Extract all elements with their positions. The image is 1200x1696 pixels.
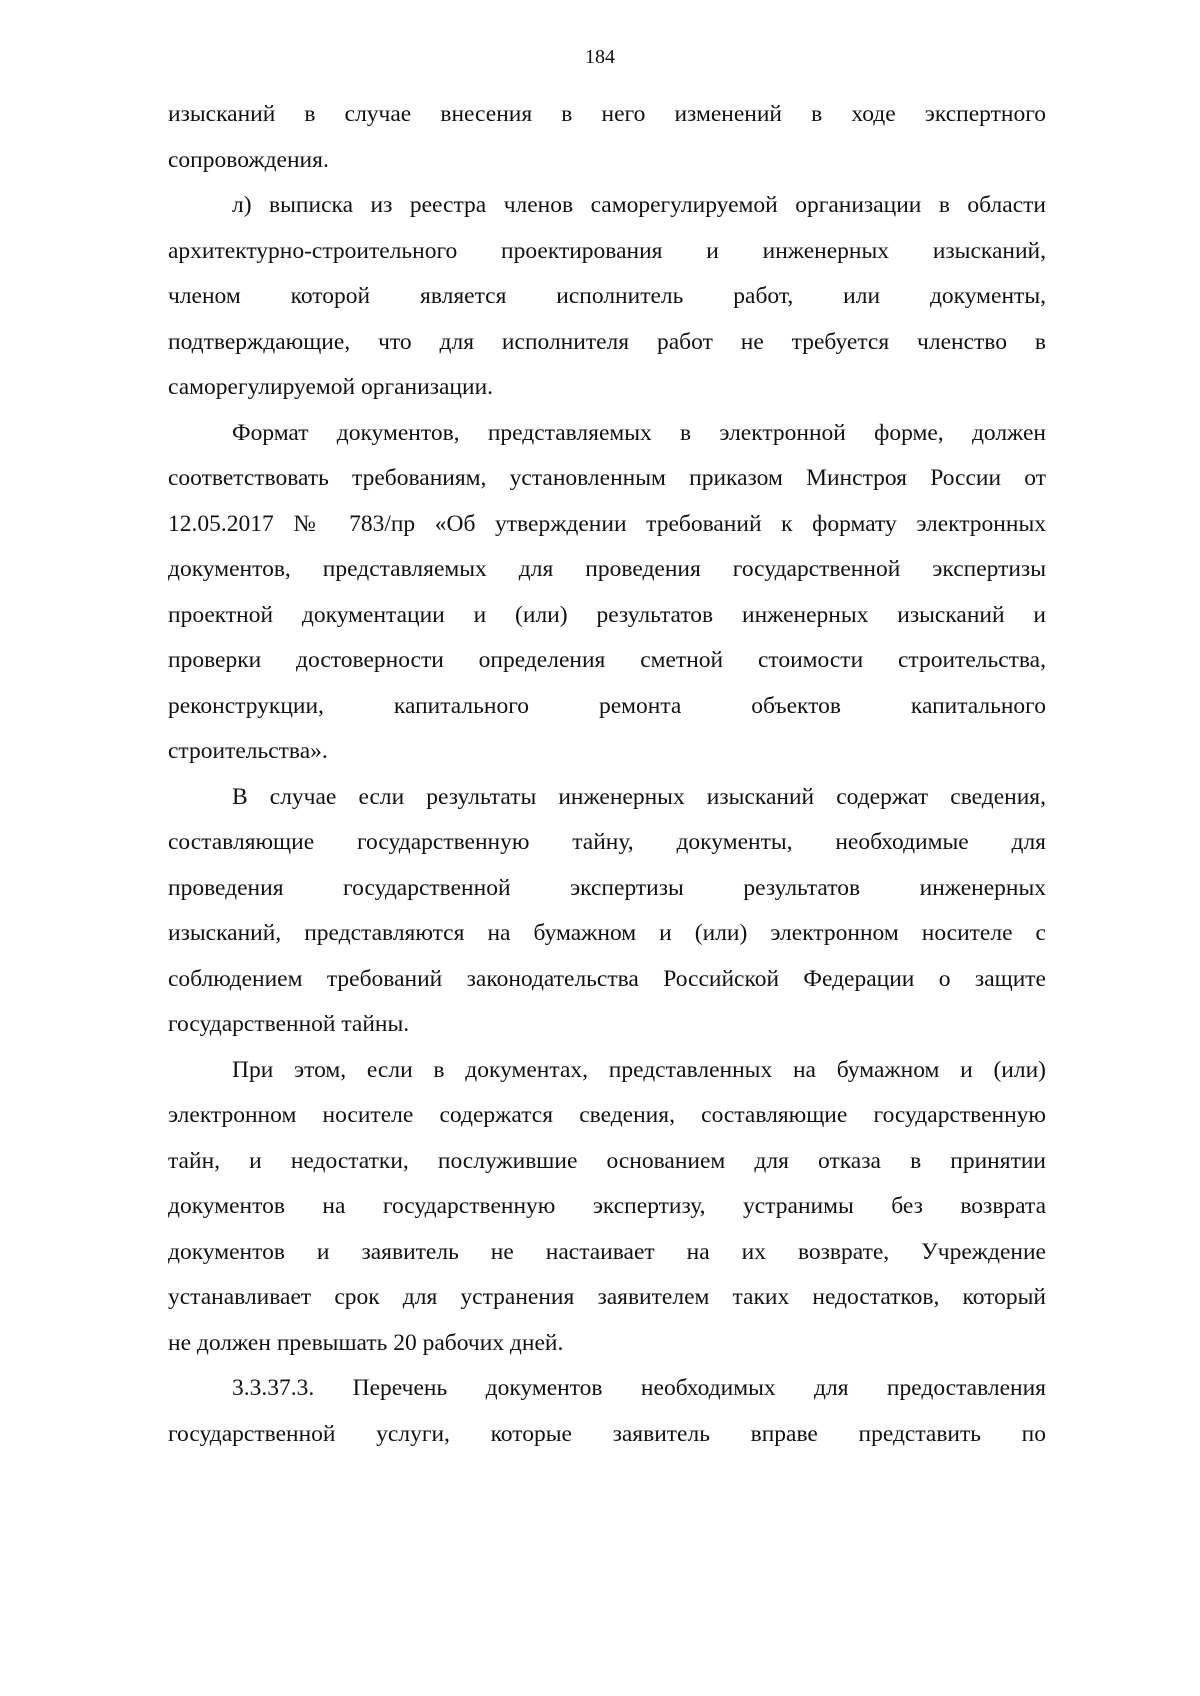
text-line: государственной услуги, которые заявитель вправе представить по [168,1420,1046,1447]
text-line: документов на государственную экспертизу, устранимы без возврата [168,1193,1046,1219]
text-line: При этом, если в документах, представленных на бумажном и (или) [232,1056,1046,1083]
text-line: реконструкции, капитального ремонта объектов капитального [168,692,1046,719]
page-number: 184 [585,46,615,68]
document-body [168,92,1046,1457]
text-line: 12.05.2017 № 783/пр «Об утверждении требований к формату электронных [168,510,1046,537]
paragraph [168,775,1046,1048]
text-line: л) выписка из реестра членов саморегулируемой организации в области [232,192,1046,218]
text-line: документов и заявитель не настаивает на их возврате, Учреждение [168,1238,1046,1265]
text-line: архитектурно-строительного проектирования и инженерных изысканий, [168,237,1046,264]
text-line: электронном носителе содержатся сведения, составляющие государственную [168,1102,1046,1128]
text-line: строительства». [168,738,328,764]
text-line: членом которой является исполнитель работ, или документы, [168,283,1046,309]
text-line: проектной документации и (или) результатов инженерных изысканий и [168,601,1046,628]
text-line: соответствовать требованиям, установленным приказом Минстроя России от [168,465,1046,491]
text-line: подтверждающие, что для исполнителя работ не требуется членство в [168,328,1046,355]
text-line: проведения государственной экспертизы результатов инженерных [168,874,1046,901]
paragraph [168,1366,1046,1457]
text-line: документов, представляемых для проведения государственной экспертизы [168,556,1046,582]
text-line: тайн, и недостатки, послужившие основанием для отказа в принятии [168,1147,1046,1174]
paragraph [168,1048,1046,1367]
text-line: саморегулируемой организации. [168,374,494,400]
text-line: проверки достоверности определения сметной стоимости строительства, [168,647,1046,673]
paragraph [168,92,1046,183]
text-line: 3.3.37.3. Перечень документов необходимых для предоставления [232,1375,1046,1401]
text-line: Формат документов, представляемых в электронной форме, должен [232,419,1046,446]
text-line: устанавливает срок для устранения заявителем таких недостатков, который [168,1284,1046,1310]
text-line: не должен превышать 20 рабочих дней. [168,1329,564,1356]
paragraph [168,183,1046,411]
text-line: соблюдением требований законодательства Российской Федерации о защите [168,965,1046,992]
text-line: В случае если результаты инженерных изысканий содержат сведения, [232,783,1046,810]
paragraph [168,411,1046,775]
text-line: сопровождения. [168,146,329,173]
text-line: государственной тайны. [168,1011,410,1037]
text-line: составляющие государственную тайну, документы, необходимые для [168,829,1046,855]
text-line: изысканий в случае внесения в него изменений в ходе экспертного [168,101,1046,127]
text-line: изысканий, представляются на бумажном и (или) электронном носителе с [168,920,1046,946]
